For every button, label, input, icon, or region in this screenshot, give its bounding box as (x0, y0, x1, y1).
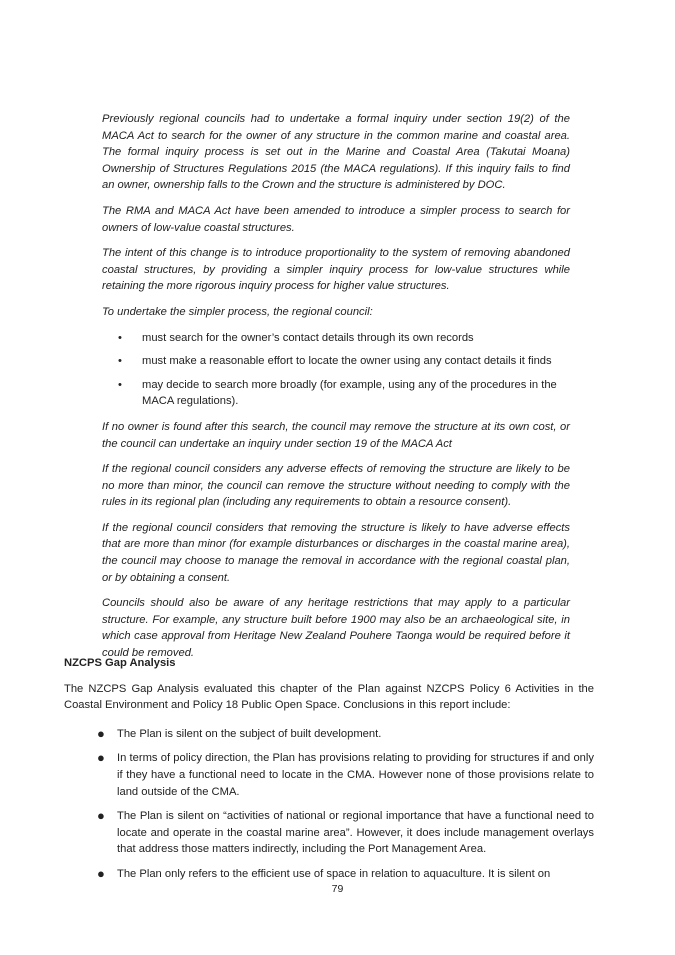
conclusion-item (64, 726, 594, 743)
section-intro: The NZCPS Gap Analysis evaluated this chapter of the Plan against NZCPS Policy 6 Activities in the Coastal Environment and Policy 18 Public Open Space. Conclusions in this report include: (64, 682, 594, 712)
quote-bullet-item (102, 353, 570, 370)
quote-paragraph: If the regional council considers any adverse effects of removing the structure are likely to be no more than minor, the council can remove the structure without needing to comply with the rules in its regional plan (including any requirements to obtain a resource consent). (102, 463, 570, 509)
quote-paragraph: The RMA and MACA Act have been amended to introduce a simpler process to search for owners of low-value coastal structures. (102, 204, 570, 234)
quote-paragraph: Councils should also be aware of any heritage restrictions that may apply to a particular structure. For example, any structure built before 1900 may also be an archaeological site, in which case approval from Heritage New Zealand Pouhere Taonga would be required before it could be removed. (102, 597, 570, 660)
bullet-icon: ● (97, 865, 105, 881)
conclusion-text: The Plan is silent on “activities of national or regional importance that have a functional need to locate and operate in the coastal marine area”. However, it does include management overlays that address those matters indirectly, including the Port Management Area. (117, 810, 594, 856)
conclusion-item (64, 808, 594, 858)
quote-bullet-list (102, 330, 570, 410)
bullet-icon: • (118, 331, 122, 344)
gap-analysis-section (64, 655, 594, 891)
quote-bullet-item (102, 377, 570, 410)
quote-paragraph: If the regional council considers that removing the structure is likely to have adverse effects that are more than minor (for example disturbances or discharges in the coastal marine area), the council may choose to manage the removal in accordance with the regional coastal plan, or by obtaining a consent. (102, 521, 570, 584)
quote-bullet-text: may decide to search more broadly (for example, using any of the procedures in the MACA regulations). (142, 378, 557, 408)
quote-bullet-text: must make a reasonable effort to locate the owner using any contact details it finds (142, 355, 552, 368)
bullet-icon: • (118, 355, 122, 368)
conclusion-text: In terms of policy direction, the Plan has provisions relating to providing for structures if and only if they have a functional need to locate in the CMA. However none of those provisions relate to land outside of the CMA. (117, 752, 594, 798)
quote-bullet-text: must search for the owner’s contact details through its own records (142, 331, 474, 344)
page-number: 79 (331, 883, 344, 895)
conclusion-text: The Plan is silent on the subject of built development. (117, 727, 382, 740)
quote-bullet-item (102, 330, 570, 347)
quote-paragraph: If no owner is found after this search, the council may remove the structure at its own cost, or the council can undertake an inquiry under section 19 of the MACA Act (102, 420, 570, 450)
section-heading: NZCPS Gap Analysis (64, 657, 176, 669)
conclusion-list (64, 726, 594, 883)
quoted-guidance (102, 111, 570, 671)
conclusion-item (64, 866, 594, 883)
bullet-icon: ● (97, 808, 105, 824)
conclusion-item (64, 750, 594, 800)
bullet-icon: ● (97, 725, 105, 741)
bullet-icon: ● (97, 750, 105, 766)
quote-paragraph: To undertake the simpler process, the regional council: (102, 305, 373, 318)
bullet-icon: • (118, 378, 122, 391)
quote-paragraph: Previously regional councils had to undertake a formal inquiry under section 19(2) of the MACA Act to search for the owner of any structure in the common marine and coastal area. The formal inquiry process is set out in the Marine and Coastal Area (Takutai Moana) Ownership of Structures Regulations 2015 (the MACA regulations). If this inquiry fails to find an owner, ownership falls to the Crown and the structure is administered by DOC. (102, 113, 570, 192)
conclusion-text: The Plan only refers to the efficient use of space in relation to aquaculture. It is silent on (117, 867, 551, 880)
quote-paragraph: The intent of this change is to introduce proportionality to the system of removing abandoned coastal structures, by providing a simpler inquiry process for low-value structures while retaining the more rigorous inquiry process for higher value structures. (102, 247, 570, 293)
